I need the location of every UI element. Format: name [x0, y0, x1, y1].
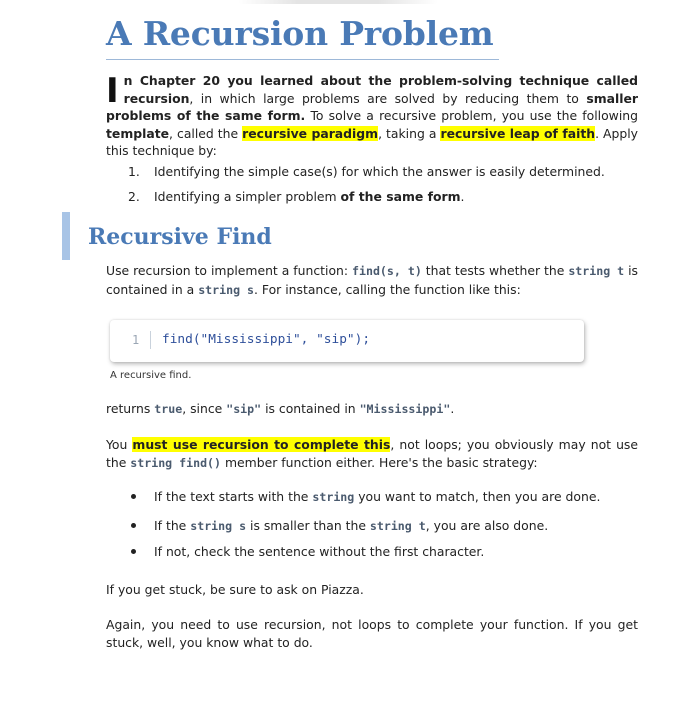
inline-code: string s	[190, 519, 247, 533]
inline-code: string	[312, 490, 355, 504]
strategy-list	[128, 488, 600, 571]
paragraph-description	[106, 262, 638, 299]
para-text: Use recursion to implement a function:	[106, 263, 352, 278]
list-text: Identifying a simpler problem	[154, 189, 341, 204]
para-text: , since	[182, 401, 227, 416]
list-text: If the	[154, 518, 191, 533]
para-text: You	[106, 437, 133, 452]
code-block	[110, 320, 584, 362]
line-number: 1	[132, 333, 140, 347]
inline-code: string t	[369, 519, 426, 533]
code-caption: A recursive find.	[110, 370, 192, 381]
paragraph-closing: Again, you need to use recursion, not loops to complete your function. If you get stuck, well, you know what to do.	[106, 617, 638, 650]
bullet-icon	[131, 523, 136, 528]
inline-code: "sip"	[226, 402, 262, 416]
list-item	[128, 488, 600, 506]
list-text: If the text starts with the	[154, 489, 313, 504]
para-text: .	[450, 401, 455, 416]
paragraph-requirement	[106, 436, 638, 472]
paragraph-piazza: If you get stuck, be sure to ask on Piazza.	[106, 582, 364, 597]
para-text: , not loops; you obviously may not use the	[106, 437, 638, 470]
intro-emphasis: smaller problems of the same form.	[106, 90, 638, 123]
list-text: , you are also done.	[425, 518, 549, 533]
inline-code: find(s, t)	[352, 264, 422, 278]
para-text: returns	[106, 401, 155, 416]
top-shadow-bar	[238, 0, 438, 4]
page-title: A Recursion Problem	[106, 14, 494, 53]
list-text: If not, check the sentence without the first character.	[154, 544, 485, 559]
list-item	[128, 188, 605, 205]
drop-cap: I	[106, 71, 119, 111]
section-accent-bar	[62, 212, 70, 260]
list-text: is smaller than the	[246, 518, 370, 533]
inline-code: string t	[568, 264, 625, 278]
intro-text: , called the	[169, 125, 243, 141]
highlight-leap-of-faith: recursive leap of faith	[440, 125, 596, 141]
list-number: 2.	[128, 189, 140, 204]
gutter-divider	[150, 331, 151, 349]
intro-text: To solve a recursive problem, you use the following	[305, 108, 638, 123]
list-emphasis: of the same form	[340, 189, 461, 204]
inline-code: "Mississippi"	[359, 402, 451, 416]
highlight-recursive-paradigm: recursive paradigm	[242, 125, 379, 141]
intro-text: , in which large problems are solved by reducing them to	[189, 90, 587, 106]
para-text: member function either. Here's the basic strategy:	[221, 454, 538, 470]
intro-text: . Apply this technique by:	[106, 125, 639, 158]
list-number: 1.	[128, 164, 140, 179]
list-text: .	[460, 189, 465, 204]
bullet-icon	[131, 494, 136, 499]
code-line: find("Mississippi", "sip");	[162, 332, 371, 347]
inline-code: true	[154, 402, 183, 416]
list-text: you want to match, then you are done.	[354, 489, 601, 504]
list-text: Identifying the simple case(s) for which the answer is easily determined.	[154, 164, 605, 179]
list-item	[128, 543, 600, 560]
highlight-must-use-recursion: must use recursion to complete this	[132, 437, 391, 452]
intro-emphasis: template	[106, 125, 170, 141]
paragraph-returns	[106, 400, 638, 419]
intro-paragraph	[106, 72, 638, 160]
list-item	[128, 163, 605, 180]
inline-code: string s	[198, 282, 255, 297]
steps-list	[128, 163, 605, 213]
intro-text: , taking a	[378, 125, 441, 141]
list-item	[128, 517, 600, 535]
intro-lead: n Chapter 20 you learned about the problem-solving technique called recursion	[123, 73, 638, 106]
bullet-icon	[131, 549, 136, 554]
para-text: that tests whether the	[421, 263, 569, 278]
inline-code: string find()	[130, 455, 222, 470]
para-text: is contained in a	[106, 263, 638, 297]
section-title: Recursive Find	[88, 224, 272, 250]
title-underline	[106, 59, 499, 60]
para-text: . For instance, calling the function like this:	[254, 281, 521, 297]
para-text: is contained in	[261, 401, 360, 416]
